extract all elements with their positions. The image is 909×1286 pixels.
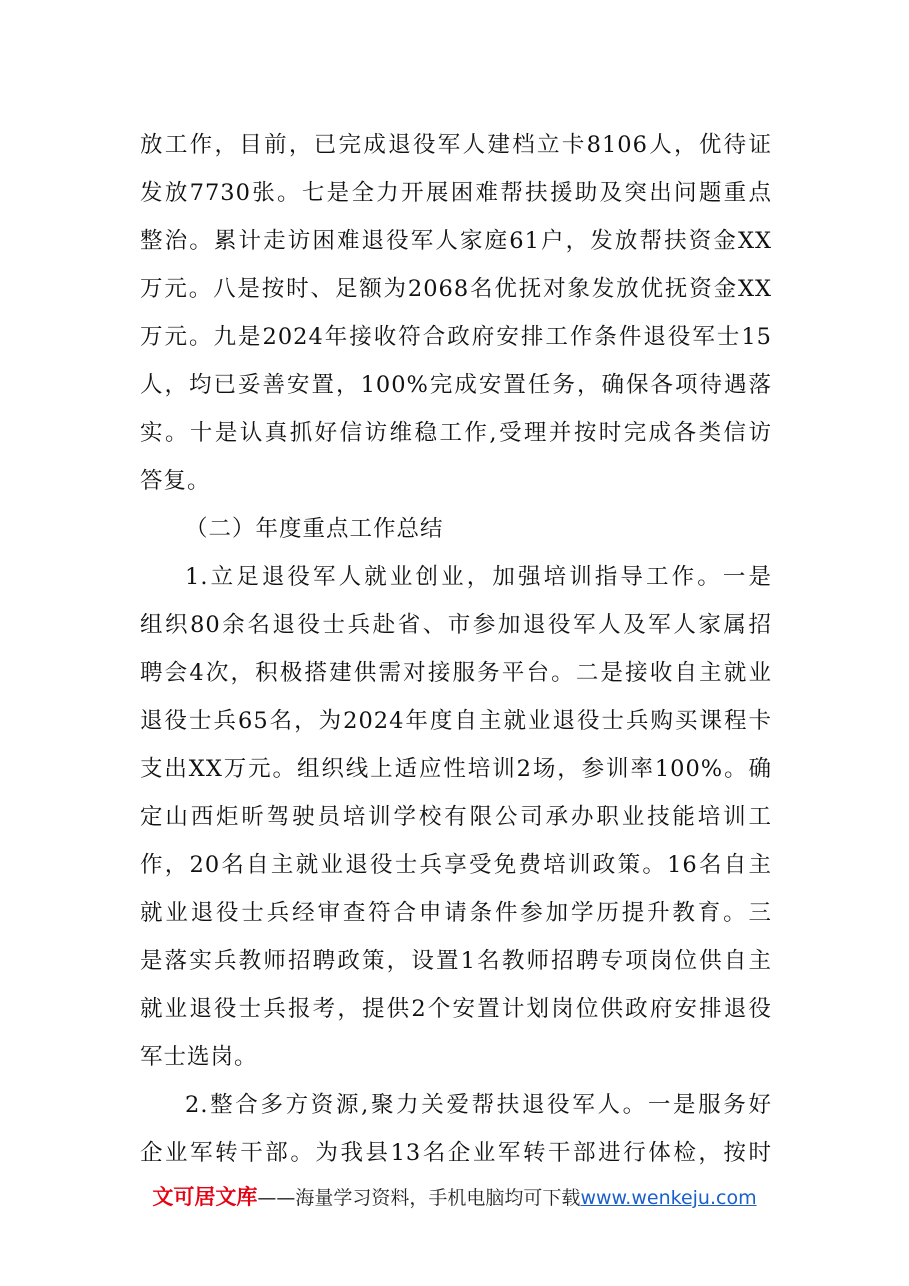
paragraph-line: 支出XX万元。组织线上适应性培训2场，参训率100%。确 (140, 756, 772, 782)
paragraph-line: 万元。八是按时、足额为2068名优抚对象发放优抚资金XX (140, 276, 772, 302)
paragraph-line: 军士选岗。 (140, 1044, 258, 1070)
paragraph-line: 答复。 (140, 468, 211, 494)
paragraph-line: 2.整合多方资源,聚力关爱帮扶退役军人。一是服务好 (185, 1092, 772, 1118)
paragraph-line: 实。十是认真抓好信访维稳工作,受理并按时完成各类信访 (140, 420, 772, 446)
paragraph-line: 聘会4次，积极搭建供需对接服务平台。二是接收自主就业 (140, 660, 772, 686)
paragraph-line: 1.立足退役军人就业创业，加强培训指导工作。一是 (185, 564, 772, 590)
paragraph-line: 退役士兵65名，为2024年度自主就业退役士兵购买课程卡 (140, 708, 772, 734)
document-body (140, 121, 772, 1177)
footer-banner (0, 1181, 909, 1211)
paragraph-line: 整治。累计走访困难退役军人家庭61户，发放帮扶资金XX (140, 228, 772, 254)
paragraph-line: 人，均已妥善安置，100%完成安置任务，确保各项待遇落 (140, 372, 772, 398)
paragraph-line: 作，20名自主就业退役士兵享受免费培训政策。16名自主 (140, 852, 772, 878)
paragraph-line: 就业退役士兵报考，提供2个安置计划岗位供政府安排退役 (140, 996, 772, 1022)
paragraph-line: 就业退役士兵经审查符合申请条件参加学历提升教育。三 (140, 900, 772, 926)
paragraph-line: 万元。九是2024年接收符合政府安排工作条件退役军士15 (140, 324, 772, 350)
footer-brand: 文可居文库 (152, 1185, 258, 1209)
paragraph-line: 企业军转干部。为我县13名企业军转干部进行体检，按时 (140, 1140, 772, 1166)
footer-site-link[interactable]: www.wenkeju.com (580, 1187, 757, 1209)
paragraph-line: 定山西炬昕驾驶员培训学校有限公司承办职业技能培训工 (140, 804, 772, 830)
section-heading: （二）年度重点工作总结 (185, 516, 444, 542)
paragraph-line: 组织80余名退役士兵赴省、市参加退役军人及军人家属招 (140, 612, 772, 638)
paragraph-line: 是落实兵教师招聘政策，设置1名教师招聘专项岗位供自主 (140, 948, 772, 974)
paragraph-line: 发放7730张。七是全力开展困难帮扶援助及突出问题重点 (140, 180, 772, 206)
paragraph-line: 放工作，目前，已完成退役军人建档立卡8106人，优待证 (140, 132, 772, 158)
footer-slogan: ——海量学习资料，手机电脑均可下载 (257, 1187, 581, 1209)
